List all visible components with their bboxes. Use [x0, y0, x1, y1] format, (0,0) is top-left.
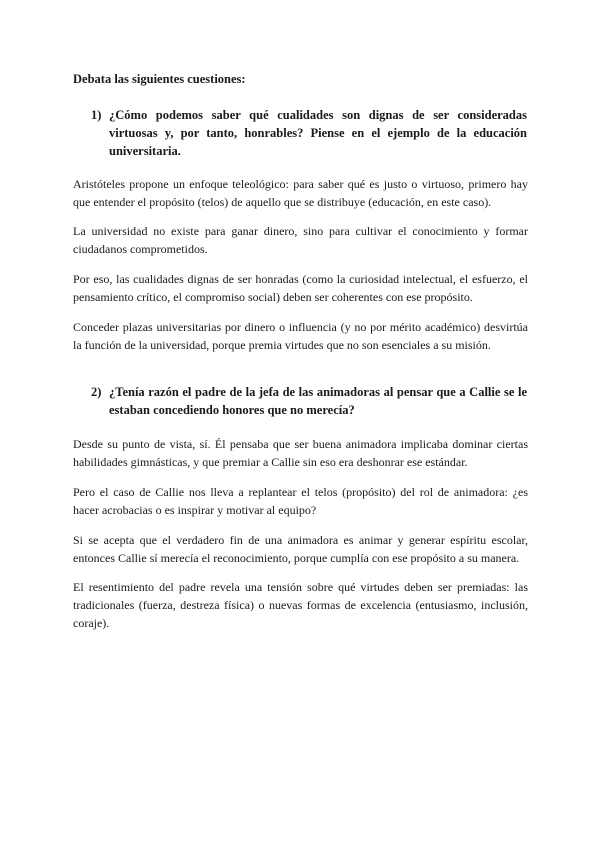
answer-paragraph: Aristóteles propone un enfoque teleológico: para saber qué es justo o virtuoso, primero hay que entender el propósito (telos) de aquello que se distribuye (educación, en este caso). [73, 177, 528, 209]
question-1 [91, 106, 527, 160]
answer-paragraph: El resentimiento del padre revela una tensión sobre qué virtudes deben ser premiadas: las tradicionales (fuerza, destreza física) o nuevas formas de excelencia (entusiasmo, inclusión, coraje). [73, 580, 528, 630]
question-2 [91, 383, 527, 419]
answer-paragraph: La universidad no existe para ganar dinero, sino para cultivar el conocimiento y formar ciudadanos comprometidos. [73, 224, 528, 256]
question-text: ¿Tenía razón el padre de la jefa de las animadoras al pensar que a Callie se le estaban concediendo honores que no merecía? [109, 385, 527, 417]
question-number: 1) [91, 108, 102, 122]
answer-paragraph: Si se acepta que el verdadero fin de una animadora es animar y generar espíritu escolar, entonces Callie sí merecía el reconocimiento, porque cumplía con ese propósito a su manera. [73, 533, 528, 565]
answer-paragraph: Por eso, las cualidades dignas de ser honradas (como la curiosidad intelectual, el esfuerzo, el pensamiento crítico, el compromiso social) deben ser coherentes con ese propósito. [73, 272, 528, 304]
answer-paragraph: Desde su punto de vista, sí. Él pensaba que ser buena animadora implicaba dominar ciertas habilidades gimnásticas, y que premiar a Callie sin eso era deshonrar ese estándar. [73, 437, 528, 469]
document-heading: Debata las siguientes cuestiones: [73, 72, 246, 86]
question-text: ¿Cómo podemos saber qué cualidades son dignas de ser consideradas virtuosas y, por tanto, honrables? Piense en el ejemplo de la educación universitaria. [109, 108, 527, 158]
question-number: 2) [91, 385, 102, 399]
answer-paragraph: Conceder plazas universitarias por dinero o influencia (y no por mérito académico) desvirtúa la función de la universidad, porque premia virtudes que no son esenciales a su misión. [73, 320, 528, 352]
answer-paragraph: Pero el caso de Callie nos lleva a replantear el telos (propósito) del rol de animadora: ¿es hacer acrobacias o es inspirar y motivar al equipo? [73, 485, 528, 517]
